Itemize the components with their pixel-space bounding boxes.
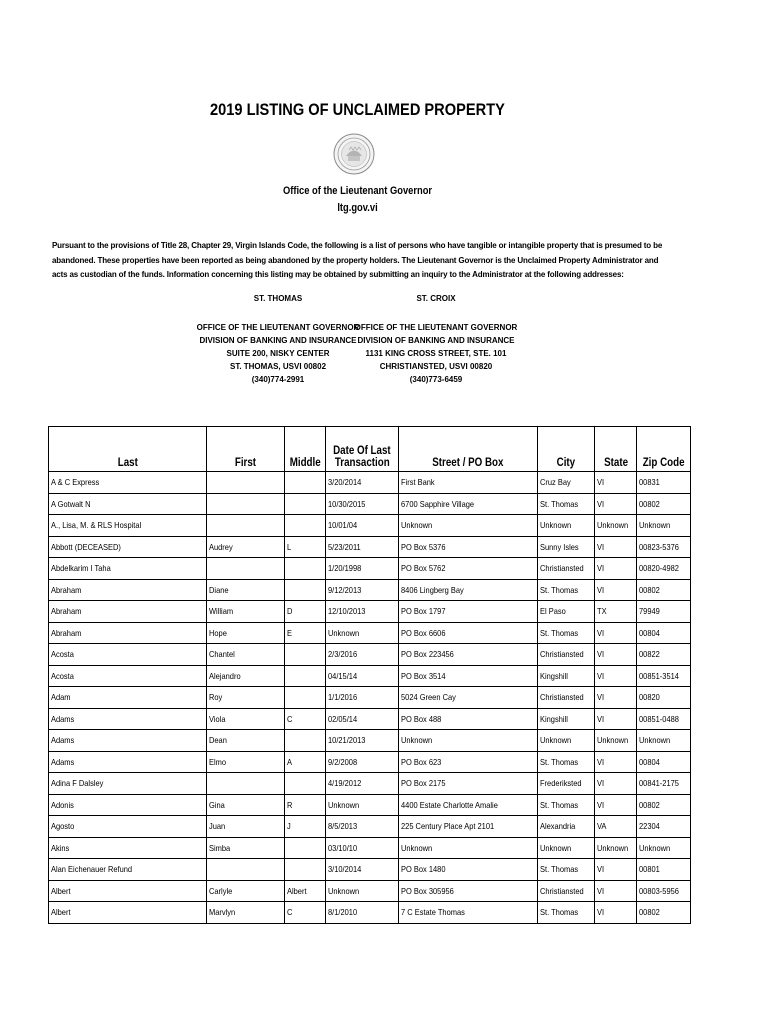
- cell-last: A., Lisa, M. & RLS Hospital: [49, 515, 207, 537]
- cell-state: VI: [595, 644, 637, 666]
- cell-state: VI: [595, 687, 637, 709]
- cell-zip: 00851-0488: [637, 708, 691, 730]
- cell-middle: [285, 558, 326, 580]
- cell-state: VI: [595, 859, 637, 881]
- cell-date: Unknown: [326, 622, 399, 644]
- cell-first: [207, 558, 285, 580]
- cell-first: Dean: [207, 730, 285, 752]
- cell-middle: [285, 773, 326, 795]
- address-line: DIVISION OF BANKING AND INSURANCE: [357, 336, 515, 345]
- cell-zip: 00803-5956: [637, 880, 691, 902]
- cell-state: TX: [595, 601, 637, 623]
- cell-first: Roy: [207, 687, 285, 709]
- table-row: [49, 880, 691, 902]
- cell-last: Abbott (DECEASED): [49, 536, 207, 558]
- cell-first: Carlyle: [207, 880, 285, 902]
- address-heading: ST. CROIX: [416, 294, 456, 303]
- address-heading: ST. THOMAS: [253, 294, 303, 303]
- cell-date: 10/01/04: [326, 515, 399, 537]
- cell-zip: 00851-3514: [637, 665, 691, 687]
- table-row: [49, 751, 691, 773]
- table-row: [49, 665, 691, 687]
- cell-state: VI: [595, 665, 637, 687]
- cell-zip: 00804: [637, 751, 691, 773]
- table-row: [49, 558, 691, 580]
- cell-street: 4400 Estate Charlotte Amalie: [399, 794, 538, 816]
- cell-city: El Paso: [538, 601, 595, 623]
- cell-date: 9/2/2008: [326, 751, 399, 773]
- cell-city: St. Thomas: [538, 622, 595, 644]
- cell-zip: 00822: [637, 644, 691, 666]
- cell-first: Audrey: [207, 536, 285, 558]
- cell-street: 5024 Green Cay: [399, 687, 538, 709]
- cell-street: Unknown: [399, 515, 538, 537]
- government-seal-icon: [333, 133, 375, 175]
- unclaimed-property-table: [48, 426, 691, 924]
- cell-date: 3/10/2014: [326, 859, 399, 881]
- table-row: [49, 622, 691, 644]
- cell-date: 10/30/2015: [326, 493, 399, 515]
- cell-middle: [285, 579, 326, 601]
- cell-street: PO Box 223456: [399, 644, 538, 666]
- table-row: [49, 536, 691, 558]
- cell-date: 2/3/2016: [326, 644, 399, 666]
- cell-city: Frederiksted: [538, 773, 595, 795]
- col-header-city: City: [538, 427, 595, 472]
- cell-state: VI: [595, 536, 637, 558]
- cell-city: Sunny Isles: [538, 536, 595, 558]
- table-row: [49, 773, 691, 795]
- cell-middle: R: [285, 794, 326, 816]
- cell-state: VI: [595, 773, 637, 795]
- cell-city: Christiansted: [538, 880, 595, 902]
- cell-zip: 00802: [637, 579, 691, 601]
- address-line: CHRISTIANSTED, USVI 00820: [379, 362, 493, 371]
- table-row: [49, 816, 691, 838]
- cell-city: Christiansted: [538, 644, 595, 666]
- cell-last: Abdelkarim I Taha: [49, 558, 207, 580]
- cell-street: PO Box 6606: [399, 622, 538, 644]
- cell-state: VI: [595, 493, 637, 515]
- cell-street: PO Box 3514: [399, 665, 538, 687]
- col-header-date: Date Of Last Transaction: [326, 427, 399, 472]
- cell-middle: J: [285, 816, 326, 838]
- cell-date: Unknown: [326, 794, 399, 816]
- table-header-row: [49, 427, 691, 472]
- cell-city: Unknown: [538, 730, 595, 752]
- cell-first: Elmo: [207, 751, 285, 773]
- table-row: [49, 687, 691, 709]
- cell-state: VI: [595, 708, 637, 730]
- cell-street: PO Box 1480: [399, 859, 538, 881]
- cell-first: [207, 515, 285, 537]
- cell-last: Abraham: [49, 601, 207, 623]
- cell-city: St. Thomas: [538, 902, 595, 924]
- cell-date: 03/10/10: [326, 837, 399, 859]
- cell-zip: 00802: [637, 902, 691, 924]
- cell-zip: 00802: [637, 493, 691, 515]
- cell-first: Viola: [207, 708, 285, 730]
- cell-last: Acosta: [49, 644, 207, 666]
- cell-last: Adams: [49, 730, 207, 752]
- cell-city: Unknown: [538, 515, 595, 537]
- cell-street: 6700 Sapphire Village: [399, 493, 538, 515]
- table-row: [49, 644, 691, 666]
- cell-date: 1/20/1998: [326, 558, 399, 580]
- cell-date: 1/1/2016: [326, 687, 399, 709]
- cell-zip: Unknown: [637, 515, 691, 537]
- cell-zip: 00820-4982: [637, 558, 691, 580]
- cell-last: Acosta: [49, 665, 207, 687]
- cell-middle: [285, 687, 326, 709]
- address-line: SUITE 200, NISKY CENTER: [226, 349, 330, 358]
- cell-middle: C: [285, 708, 326, 730]
- cell-middle: [285, 493, 326, 515]
- cell-state: VI: [595, 902, 637, 924]
- cell-last: Agosto: [49, 816, 207, 838]
- cell-date: Unknown: [326, 880, 399, 902]
- cell-city: Unknown: [538, 837, 595, 859]
- cell-first: Hope: [207, 622, 285, 644]
- cell-middle: [285, 644, 326, 666]
- cell-first: Gina: [207, 794, 285, 816]
- col-header-state: State: [595, 427, 637, 472]
- address-line: 1131 KING CROSS STREET, STE. 101: [365, 349, 507, 358]
- cell-date: 5/23/2011: [326, 536, 399, 558]
- cell-zip: Unknown: [637, 730, 691, 752]
- cell-first: Alejandro: [207, 665, 285, 687]
- col-header-middle: Middle: [285, 427, 326, 472]
- cell-last: Albert: [49, 902, 207, 924]
- address-line: ST. THOMAS, USVI 00802: [229, 362, 327, 371]
- cell-middle: [285, 730, 326, 752]
- cell-zip: 00801: [637, 859, 691, 881]
- col-header-zip: Zip Code: [637, 427, 691, 472]
- address-st-thomas: [193, 292, 363, 386]
- office-name: Office of the Lieutenant Governor: [282, 185, 433, 197]
- cell-first: Chantel: [207, 644, 285, 666]
- address-phone: (340)774-2991: [251, 375, 305, 384]
- cell-city: St. Thomas: [538, 859, 595, 881]
- cell-middle: Albert: [285, 880, 326, 902]
- cell-street: PO Box 623: [399, 751, 538, 773]
- cell-last: A Gotwalt N: [49, 493, 207, 515]
- cell-state: VI: [595, 558, 637, 580]
- cell-city: St. Thomas: [538, 579, 595, 601]
- cell-first: [207, 773, 285, 795]
- cell-first: [207, 493, 285, 515]
- table-row: [49, 794, 691, 816]
- office-website: ltg.gov.vi: [337, 202, 378, 214]
- cell-street: PO Box 2175: [399, 773, 538, 795]
- cell-state: VI: [595, 794, 637, 816]
- cell-date: 10/21/2013: [326, 730, 399, 752]
- table-row: [49, 493, 691, 515]
- cell-street: 7 C Estate Thomas: [399, 902, 538, 924]
- cell-city: St. Thomas: [538, 751, 595, 773]
- cell-date: 3/20/2014: [326, 472, 399, 494]
- cell-date: 8/1/2010: [326, 902, 399, 924]
- address-line: OFFICE OF THE LIEUTENANT GOVERNOR: [354, 323, 518, 332]
- col-header-first: First: [207, 427, 285, 472]
- cell-city: Kingshill: [538, 665, 595, 687]
- address-phone: (340)773-6459: [409, 375, 463, 384]
- cell-middle: [285, 665, 326, 687]
- cell-first: Diane: [207, 579, 285, 601]
- col-header-last: Last: [49, 427, 207, 472]
- cell-street: PO Box 305956: [399, 880, 538, 902]
- cell-last: Albert: [49, 880, 207, 902]
- table-row: [49, 601, 691, 623]
- cell-date: 4/19/2012: [326, 773, 399, 795]
- cell-zip: 00804: [637, 622, 691, 644]
- cell-middle: D: [285, 601, 326, 623]
- cell-middle: L: [285, 536, 326, 558]
- table-row: [49, 708, 691, 730]
- cell-state: VI: [595, 751, 637, 773]
- cell-last: Adonis: [49, 794, 207, 816]
- cell-city: Cruz Bay: [538, 472, 595, 494]
- table-row: [49, 859, 691, 881]
- cell-city: Christiansted: [538, 558, 595, 580]
- cell-state: VA: [595, 816, 637, 838]
- cell-state: VI: [595, 622, 637, 644]
- intro-paragraph: Pursuant to the provisions of Title 28, Chapter 29, Virgin Islands Code, the following is a list of persons who have tangible or intangible property that is presumed to be abandoned. These properties have been reported as being abandoned by the property holders. The Lieutenant Governor is the Unclaimed Property Administrator and acts as custodian of the funds. Information concerning this listing may be obtained by submitting an inquiry to the Administrator at the following addresses:: [52, 241, 663, 279]
- cell-zip: 22304: [637, 816, 691, 838]
- address-line: DIVISION OF BANKING AND INSURANCE: [199, 336, 357, 345]
- address-st-croix: [351, 292, 521, 386]
- cell-middle: [285, 859, 326, 881]
- table-row: [49, 730, 691, 752]
- cell-state: VI: [595, 472, 637, 494]
- cell-last: Adams: [49, 708, 207, 730]
- table-row: [49, 902, 691, 924]
- cell-street: PO Box 488: [399, 708, 538, 730]
- cell-date: 02/05/14: [326, 708, 399, 730]
- cell-middle: [285, 472, 326, 494]
- cell-first: [207, 472, 285, 494]
- table-row: [49, 515, 691, 537]
- cell-zip: Unknown: [637, 837, 691, 859]
- cell-street: Unknown: [399, 730, 538, 752]
- cell-street: PO Box 5762: [399, 558, 538, 580]
- cell-last: Abraham: [49, 579, 207, 601]
- cell-last: Adams: [49, 751, 207, 773]
- cell-street: 225 Century Place Apt 2101: [399, 816, 538, 838]
- cell-first: Simba: [207, 837, 285, 859]
- cell-city: Kingshill: [538, 708, 595, 730]
- table-row: [49, 837, 691, 859]
- cell-first: [207, 859, 285, 881]
- cell-street: 8406 Lingberg Bay: [399, 579, 538, 601]
- cell-zip: 00841-2175: [637, 773, 691, 795]
- cell-last: Adam: [49, 687, 207, 709]
- cell-date: 8/5/2013: [326, 816, 399, 838]
- table-row: [49, 472, 691, 494]
- page-title: 2019 LISTING OF UNCLAIMED PROPERTY: [209, 100, 505, 119]
- cell-last: Abraham: [49, 622, 207, 644]
- cell-last: Adina F Dalsley: [49, 773, 207, 795]
- cell-zip: 00823-5376: [637, 536, 691, 558]
- cell-city: Christiansted: [538, 687, 595, 709]
- col-header-street: Street / PO Box: [399, 427, 538, 472]
- table-row: [49, 579, 691, 601]
- cell-middle: [285, 515, 326, 537]
- cell-date: 04/15/14: [326, 665, 399, 687]
- cell-state: VI: [595, 880, 637, 902]
- cell-first: Marvlyn: [207, 902, 285, 924]
- address-line: OFFICE OF THE LIEUTENANT GOVERNOR: [196, 323, 360, 332]
- cell-city: St. Thomas: [538, 493, 595, 515]
- cell-street: PO Box 1797: [399, 601, 538, 623]
- cell-first: William: [207, 601, 285, 623]
- cell-zip: 79949: [637, 601, 691, 623]
- cell-state: Unknown: [595, 515, 637, 537]
- office-block: [0, 183, 715, 217]
- cell-state: Unknown: [595, 837, 637, 859]
- cell-date: 12/10/2013: [326, 601, 399, 623]
- cell-first: Juan: [207, 816, 285, 838]
- cell-middle: C: [285, 902, 326, 924]
- cell-state: Unknown: [595, 730, 637, 752]
- cell-zip: 00802: [637, 794, 691, 816]
- cell-street: PO Box 5376: [399, 536, 538, 558]
- cell-street: Unknown: [399, 837, 538, 859]
- cell-zip: 00820: [637, 687, 691, 709]
- cell-last: Alan Eichenauer Refund: [49, 859, 207, 881]
- cell-middle: E: [285, 622, 326, 644]
- cell-date: 9/12/2013: [326, 579, 399, 601]
- cell-zip: 00831: [637, 472, 691, 494]
- cell-last: Akins: [49, 837, 207, 859]
- cell-last: A & C Express: [49, 472, 207, 494]
- cell-street: First Bank: [399, 472, 538, 494]
- cell-middle: A: [285, 751, 326, 773]
- cell-city: Alexandria: [538, 816, 595, 838]
- cell-city: St. Thomas: [538, 794, 595, 816]
- cell-middle: [285, 837, 326, 859]
- cell-state: VI: [595, 579, 637, 601]
